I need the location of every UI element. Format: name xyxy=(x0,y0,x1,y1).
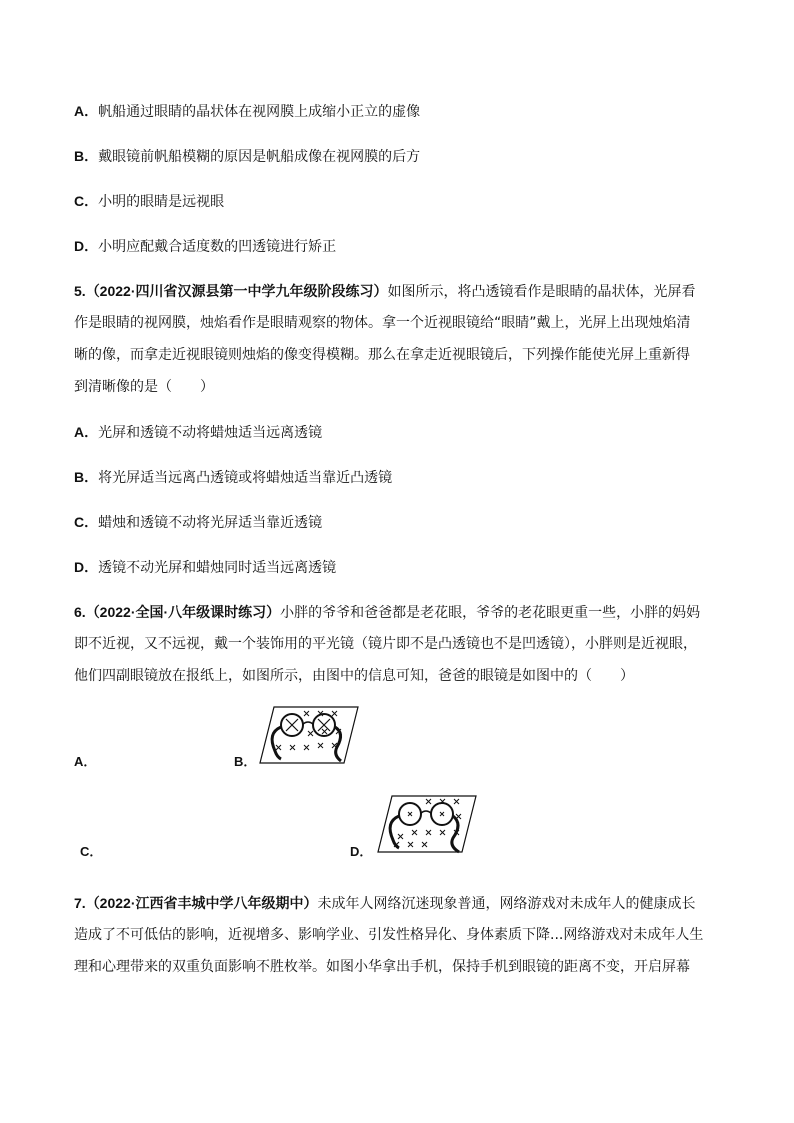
question-number: 5. xyxy=(74,283,86,299)
q5-stem-line1 xyxy=(74,281,696,302)
option-text: 将光屏适当远离凸透镜或将蜡烛适当靠近凸透镜 xyxy=(98,470,393,486)
question-text: 小胖的爷爷和爸爸都是老花眼，爷爷的老花眼更重一些，小胖的妈妈 xyxy=(280,605,701,621)
option-text: 透镜不动光屏和蜡烛同时适当远离透镜 xyxy=(98,560,337,576)
q6-option-c-label: C． xyxy=(80,844,103,859)
option-text: 蜡烛和透镜不动将光屏适当靠近透镜 xyxy=(98,515,323,531)
question-source: （2022·全国·八年级课时练习） xyxy=(85,604,281,620)
q6-stem-line2: 即不近视，又不远视，戴一个装饰用的平光镜（镜片即不是凸透镜也不是凹透镜），小胖则是近视眼， xyxy=(74,636,697,652)
q4-option-c xyxy=(74,191,224,212)
q6-stem-line1 xyxy=(74,602,700,623)
option-text: 帆船通过眼睛的晶状体在视网膜上成缩小正立的虚像 xyxy=(98,104,421,120)
q7-stem-line1 xyxy=(74,893,696,914)
q5-option-a xyxy=(74,422,322,443)
option-letter: C． xyxy=(74,193,99,209)
q7-stem-line3: 理和心理带来的双重负面影响不胜枚举。如图小华拿出手机，保持手机到眼镜的距离不变，开启屏幕 xyxy=(74,959,690,975)
option-letter: A． xyxy=(74,424,99,440)
q4-option-d xyxy=(74,236,336,257)
q5-option-b xyxy=(74,467,392,488)
q4-option-a xyxy=(74,101,420,122)
option-letter: D． xyxy=(74,559,99,575)
q4-option-b xyxy=(74,146,420,167)
question-source: （2022·四川省汉源县第一中学九年级阶段练习） xyxy=(85,283,388,299)
question-text: 未成年人网络沉迷现象普通，网络游戏对未成年人的健康成长 xyxy=(317,896,696,912)
q5-stem-line4: 到清晰像的是（ ） xyxy=(74,379,214,395)
q6-option-d-label: D． xyxy=(350,844,373,859)
q5-option-c xyxy=(74,512,322,533)
option-letter: B． xyxy=(74,469,99,485)
question-text: 如图所示，将凸透镜看作是眼睛的晶状体，光屏看 xyxy=(387,284,696,300)
option-text: 小明的眼睛是远视眼 xyxy=(98,194,225,210)
q5-option-d xyxy=(74,557,336,578)
question-number: 7. xyxy=(74,895,86,911)
option-text: 小明应配戴合适度数的凹透镜进行矫正 xyxy=(98,239,337,255)
option-letter: A． xyxy=(74,103,99,119)
q5-stem-line2: 作是眼睛的视网膜，烛焰看作是眼睛观察的物体。拿一个近视眼镜给“眼睛”戴上，光屏上出现烛焰清 xyxy=(74,315,691,331)
q6-option-a-label: A． xyxy=(74,754,97,769)
q6-option-b-label: B． xyxy=(234,754,257,769)
glasses-figure-b xyxy=(258,705,360,765)
question-source: （2022·江西省丰城中学八年级期中） xyxy=(85,895,318,911)
q7-stem-line2: 造成了不可低估的影响，近视增多、影响学业、引发性格异化、身体素质下降...网络游戏对未成年人生 xyxy=(74,927,704,943)
option-letter: C． xyxy=(74,514,99,530)
option-letter: B． xyxy=(74,148,99,164)
q6-stem-line3: 他们四副眼镜放在报纸上，如图所示，由图中的信息可知，爸爸的眼镜是如图中的（ ） xyxy=(74,668,634,684)
question-number: 6. xyxy=(74,604,86,620)
q5-stem-line3: 晰的像，而拿走近视眼镜则烛焰的像变得模糊。那么在拿走近视眼镜后，下列操作能使光屏上重新得 xyxy=(74,347,690,363)
option-letter: D． xyxy=(74,238,99,254)
option-text: 光屏和透镜不动将蜡烛适当远离透镜 xyxy=(98,425,323,441)
option-text: 戴眼镜前帆船模糊的原因是帆船成像在视网膜的后方 xyxy=(98,149,421,165)
glasses-figure-d xyxy=(376,794,478,854)
